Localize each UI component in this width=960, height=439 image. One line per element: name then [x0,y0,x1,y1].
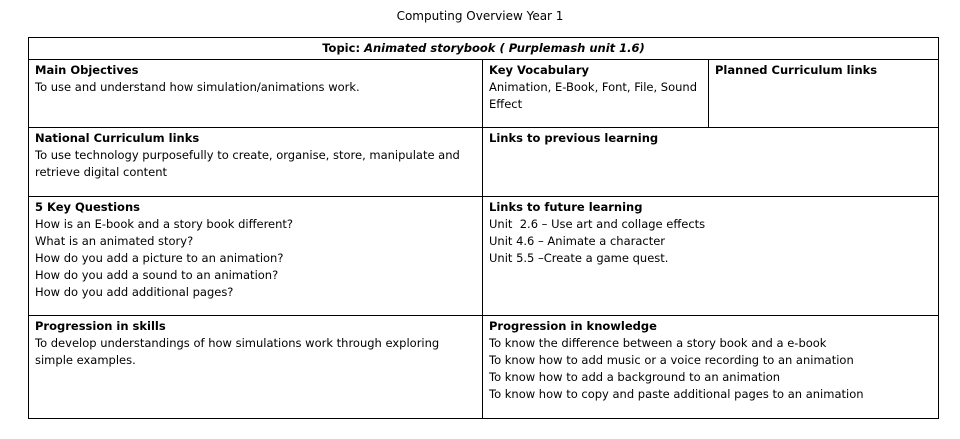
progression-row [29,316,939,419]
overview-table [28,37,939,419]
progression-knowledge-item: To know how to add a background to an animation [489,370,781,384]
progression-knowledge-item: To know how to copy and paste additional pages to an animation [489,387,864,401]
progression-skills-text: To develop understandings of how simulations work through exploring simple examples. [35,336,440,367]
planned-curriculum-heading: Planned Curriculum links [715,63,878,77]
key-questions-cell [29,197,483,316]
future-learning-item: Unit 5.5 –Create a game quest. [489,251,669,265]
planned-curriculum-cell [709,60,939,128]
topic-label: Topic: [322,41,361,55]
key-vocabulary-heading: Key Vocabulary [489,63,590,77]
key-question: How do you add a sound to an animation? [35,268,279,282]
future-learning-item: Unit 2.6 – Use art and collage effects [489,217,706,231]
topic-value: Animated storybook ( Purplemash unit 1.6) [364,41,645,55]
previous-learning-cell [483,128,939,197]
topic-row [29,38,939,60]
future-learning-cell [483,197,939,316]
objectives-row [29,60,939,128]
progression-skills-heading: Progression in skills [35,319,166,333]
key-question: What is an animated story? [35,234,194,248]
national-curriculum-heading: National Curriculum links [35,131,200,145]
progression-skills-cell [29,316,483,419]
future-learning-heading: Links to future learning [489,200,643,214]
previous-learning-heading: Links to previous learning [489,131,659,145]
curriculum-row [29,128,939,197]
main-objectives-heading: Main Objectives [35,63,139,77]
progression-knowledge-item: To know how to add music or a voice recording to an animation [489,353,854,367]
key-question: How is an E-book and a story book different? [35,217,294,231]
key-questions-heading: 5 Key Questions [35,200,140,214]
progression-knowledge-cell [483,316,939,419]
main-objectives-text: To use and understand how simulation/animations work. [35,80,360,94]
main-objectives-cell [29,60,483,128]
progression-knowledge-heading: Progression in knowledge [489,319,657,333]
page-title: Computing Overview Year 1 [396,9,564,23]
key-vocabulary-text: Animation, E-Book, Font, File, Sound Effect [489,80,697,111]
future-learning-item: Unit 4.6 – Animate a character [489,234,666,248]
key-question: How do you add a picture to an animation? [35,251,284,265]
topic-cell [29,38,939,60]
national-curriculum-cell [29,128,483,197]
key-vocabulary-cell [483,60,709,128]
key-question: How do you add additional pages? [35,285,234,299]
questions-row [29,197,939,316]
progression-knowledge-item: To know the difference between a story book and a e-book [489,336,827,350]
national-curriculum-text: To use technology purposefully to create, organise, store, manipulate and retrieve digital content [35,148,460,179]
